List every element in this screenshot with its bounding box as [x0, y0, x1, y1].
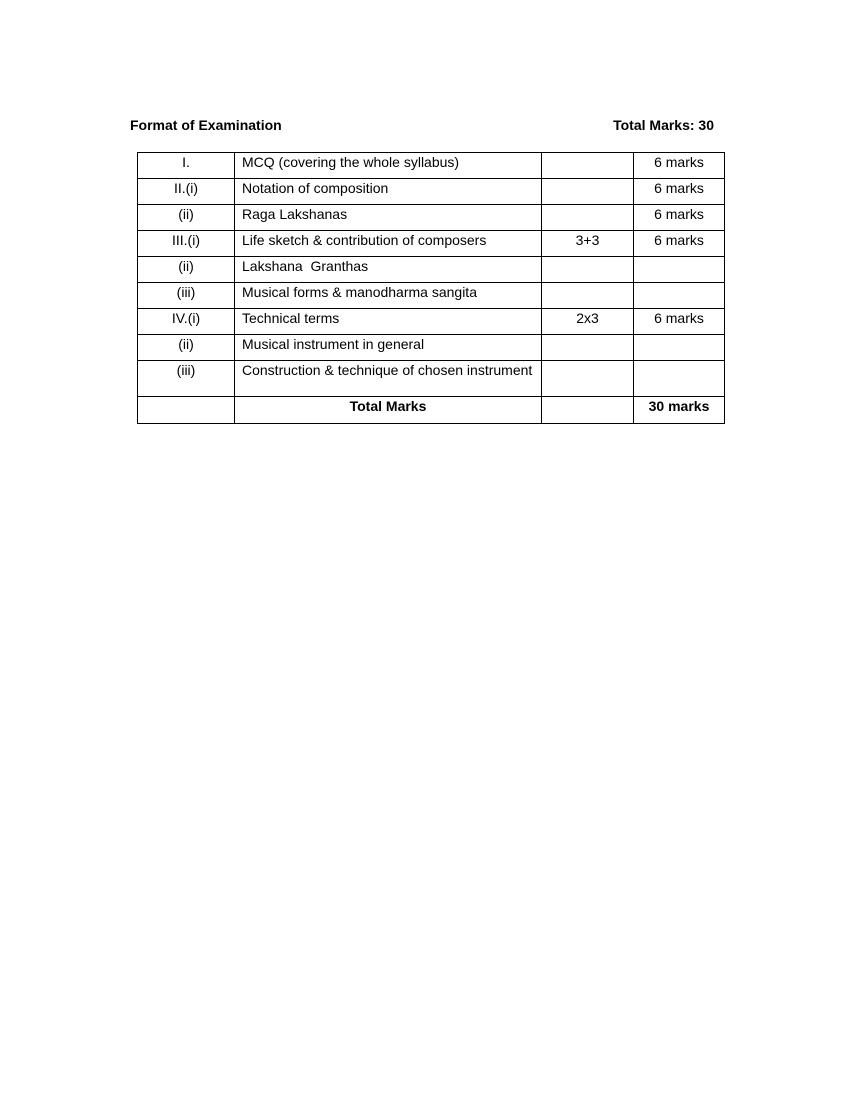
question-marks: 6 marks: [634, 153, 725, 179]
question-split: [542, 153, 634, 179]
question-split: [542, 335, 634, 361]
exam-format-table: [137, 152, 725, 424]
question-number: (ii): [138, 257, 235, 283]
question-marks: [634, 361, 725, 397]
question-topic: Notation of composition: [235, 179, 542, 205]
question-topic: Raga Lakshanas: [235, 205, 542, 231]
table-row: [138, 309, 725, 335]
table-row: [138, 179, 725, 205]
table-row: [138, 205, 725, 231]
question-number: (ii): [138, 205, 235, 231]
table-row: [138, 283, 725, 309]
question-marks: 6 marks: [634, 309, 725, 335]
question-split: 3+3: [542, 231, 634, 257]
question-number: IV.(i): [138, 309, 235, 335]
question-number: (iii): [138, 283, 235, 309]
exam-format-heading: [130, 117, 714, 137]
total-label: Total Marks: [235, 397, 542, 424]
question-topic: Construction & technique of chosen instrument: [235, 361, 542, 397]
question-topic: Musical instrument in general: [235, 335, 542, 361]
question-number: (ii): [138, 335, 235, 361]
question-marks: 6 marks: [634, 179, 725, 205]
heading-total-marks: Total Marks: 30: [613, 117, 714, 133]
question-marks: 6 marks: [634, 231, 725, 257]
table-row: [138, 231, 725, 257]
question-split: [542, 283, 634, 309]
heading-title: Format of Examination: [130, 117, 282, 133]
question-split: [542, 205, 634, 231]
question-split: [542, 179, 634, 205]
total-split-empty: [542, 397, 634, 424]
question-split: 2x3: [542, 309, 634, 335]
question-number: (iii): [138, 361, 235, 397]
question-number: I.: [138, 153, 235, 179]
table-row: [138, 257, 725, 283]
table-row: [138, 335, 725, 361]
question-number: II.(i): [138, 179, 235, 205]
question-topic: Technical terms: [235, 309, 542, 335]
total-marks-value: 30 marks: [634, 397, 725, 424]
table-row: [138, 153, 725, 179]
table-row: [138, 361, 725, 397]
question-topic: Musical forms & manodharma sangita: [235, 283, 542, 309]
total-empty-cell: [138, 397, 235, 424]
question-split: [542, 361, 634, 397]
question-number: III.(i): [138, 231, 235, 257]
question-marks: [634, 283, 725, 309]
question-marks: [634, 335, 725, 361]
question-topic: Lakshana Granthas: [235, 257, 542, 283]
question-marks: [634, 257, 725, 283]
question-split: [542, 257, 634, 283]
total-row: [138, 397, 725, 424]
question-marks: 6 marks: [634, 205, 725, 231]
question-topic: Life sketch & contribution of composers: [235, 231, 542, 257]
question-topic: MCQ (covering the whole syllabus): [235, 153, 542, 179]
